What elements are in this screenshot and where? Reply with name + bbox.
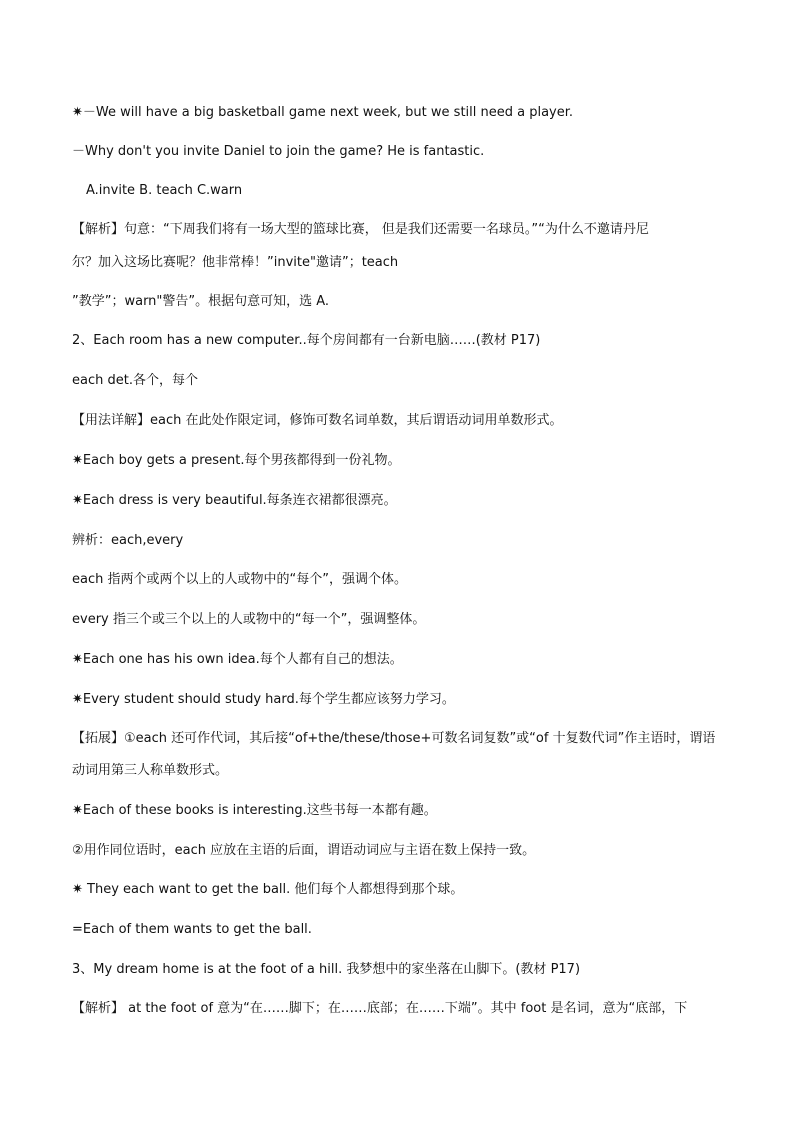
- extension-line-2: 动词用第三人称单数形式。: [72, 763, 229, 778]
- extension-point-2: ②用作同位语时，each 应放在主语的后面，谓语动词应与主语在数上保持一致。: [72, 843, 536, 858]
- distinction-each: each 指两个或两个以上的人或物中的“每个”，强调个体。: [72, 572, 407, 587]
- extension-line-1: 【拓展】①each 还可作代词，其后接“of+the/these/those+可数名词复数”或“of 十复数代词”作主语时，谓语: [72, 731, 716, 746]
- distinction-heading: 辨析：each,every: [72, 533, 184, 548]
- example-sentence-7: =Each of them wants to get the ball.: [72, 922, 312, 937]
- section-heading-2: 2、Each room has a new computer..每个房间都有一台新电脑……(教材 P17): [72, 333, 541, 348]
- example-sentence-2: ✷Each dress is very beautiful.每条连衣裙都很漂亮。: [72, 493, 397, 508]
- analysis-foot: 【解析】 at the foot of 意为“在……脚下；在……底部；在……下端”。其中 foot 是名词，意为“底部，下: [72, 1001, 688, 1016]
- analysis-line-1: 【解析】句意：“下周我们将有一场大型的篮球比赛， 但是我们还需要一名球员。”“为什么不邀请丹尼: [72, 222, 649, 237]
- usage-detail: 【用法详解】each 在此处作限定词，修饰可数名词单数，其后谓语动词用单数形式。: [72, 413, 563, 428]
- example-sentence-6: ✷ They each want to get the ball. 他们每个人都想得到那个球。: [72, 882, 464, 897]
- analysis-line-3: ”教学”；warn"警告”。根据句意可知，选 A.: [72, 294, 330, 309]
- section-heading-3: 3、My dream home is at the foot of a hill. 我梦想中的家坐落在山脚下。(教材 P17): [72, 962, 581, 977]
- example-sentence-5: ✷Each of these books is interesting.这些书每一本都有趣。: [72, 803, 437, 818]
- example-dialogue-line-1: ✷－We will have a big basketball game next week, but we still need a player.: [72, 105, 574, 120]
- definition-each: each det.各个，每个: [72, 373, 198, 388]
- distinction-every: every 指三个或三个以上的人或物中的“每一个”，强调整体。: [72, 612, 426, 627]
- example-sentence-3: ✷Each one has his own idea.每个人都有自己的想法。: [72, 652, 403, 667]
- example-dialogue-line-2: －Why don't you invite Daniel to join the game? He is fantastic.: [72, 144, 485, 159]
- example-sentence-1: ✷Each boy gets a present.每个男孩都得到一份礼物。: [72, 453, 401, 468]
- example-sentence-4: ✷Every student should study hard.每个学生都应该努力学习。: [72, 692, 455, 707]
- answer-options: A.invite B. teach C.warn: [86, 183, 243, 198]
- analysis-line-2: 尔？加入这场比赛呢？他非常棒！”invite"邀请”；teach: [72, 255, 399, 270]
